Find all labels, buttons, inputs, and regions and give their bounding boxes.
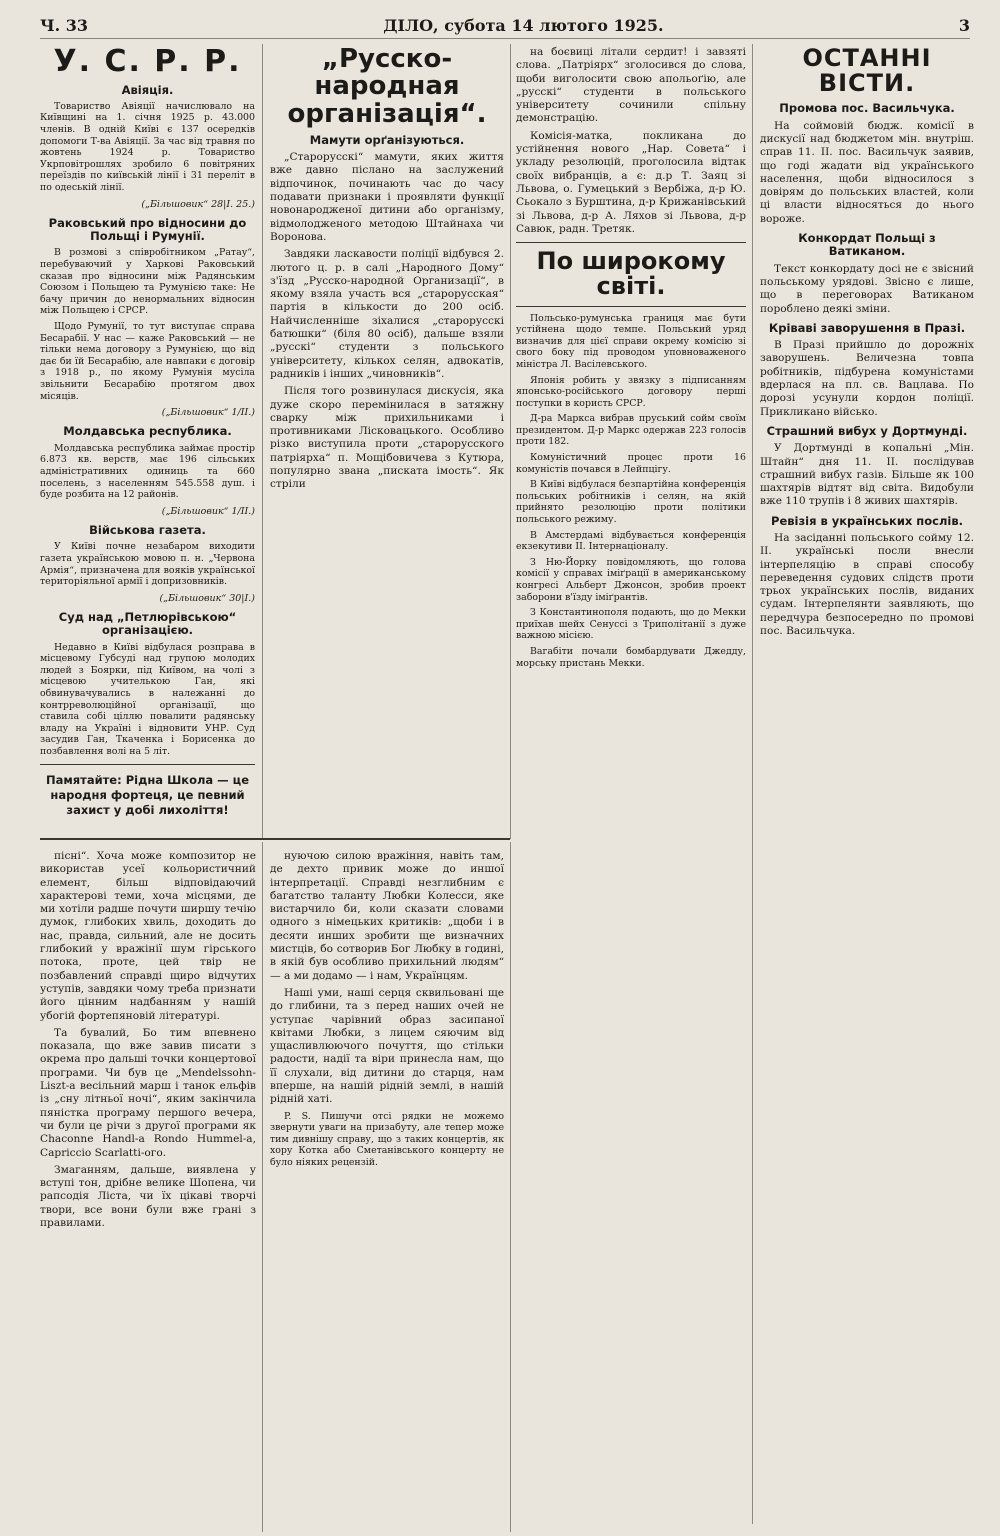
- article-paragraph: „Старорусскі“ мамути, яких життя вже давно післано на заслужений відпочинок, починають час до часу подавати признаки і проявляти функції новонародженої дитини або організму, відмолодженого методою Штайнаха чи Воронова.: [270, 151, 504, 243]
- section-rule: [516, 306, 746, 307]
- news-item: Польсько-румунська границя має бути устійнена щодо темпе. Польський уряд визначив для цієї справи окрему комісію зі свого боку під проводом уповноваженого міністра Л. Васілевського.: [516, 312, 746, 370]
- column-russko-narodnaya: [270, 46, 504, 831]
- article-paragraph: на боєвиці літали сердит! і завзяті слова. „Патріярх“ зголосився до слова, щоби виголосити свою апольоґію, але „русскі“ студенти в польського університету сочинили спільну демонстрацію.: [516, 46, 746, 125]
- masthead: [40, 12, 970, 39]
- column-divider: [752, 44, 753, 1524]
- page-number: 3: [958, 15, 970, 35]
- section-rule: [40, 764, 255, 765]
- news-item: З Ню-Йорку повідомляють, що голова комісії у справах іміґрації в американському конгресі Альберт Джонсон, зробив проект заборони в'їзду іміґрантів.: [516, 556, 746, 603]
- article-rakovsky-1: В розмові з співробітником „Ратау“, перебуваючий у Харкові Раковський сказав про відносини між Радянським Союзом і Польщею та Румунією таке: Не бачу причин до ненормальних відносин між Польщею і СРСР.: [40, 247, 255, 317]
- source-note: („Більшовик“ 1/II.): [161, 407, 255, 419]
- article-paragraph: Комісія-матка, покликана до устійнення нового „Нар. Совета“ і укладу резолюцій, проголосила відтак своїх вибранців, а є: д.р Т. Заяц зі Львова, о. Гумецький з Вербіжа, д-р Ю. Сьокало з Бурштина, д-р Крижанівський зі Львова, д-р А. Ляхов зі Львова, д-р Савюк, радн. Третяк.: [516, 129, 746, 235]
- article-rakovsky-2: Щодо Румунії, то тут виступає справа Бесарабії. У нас — каже Раковський — не тільки нема договору з Румунією, що від дає би їй Бесарабію, але навпаки є договір з 1918 р., по якому Румунія мусіла звільнити Бесарабію протягом двох місяців.: [40, 321, 255, 402]
- section-rule: [516, 242, 746, 243]
- source-note: („Більшовик“ 28|І. 25.): [141, 198, 255, 210]
- heading-latest-news: ОСТАННІ ВІСТИ.: [802, 46, 932, 98]
- article-paragraph: На соймовій бюдж. комісії в дискусії над бюджетом мін. внутріш. справ 11. II. пос. Васильчук заявив, що годі жадати від українського населення, щоби відносилося з довірям до польських властей, коли ці власти відносяться до нього вороже.: [760, 119, 974, 225]
- article-paragraph: Наші уми, наші серця сквильовані ще до глибини, та з перед наших очей не уступає чарівний образ засипаної квітами Любки, з лицем сяючим від ущасливлюючого почуття, що стільки радости, надії та віри принесла нам, що її слухали, від дитини до старця, нам вперше, на нашій рідній землі, в нашій рідній хаті.: [270, 986, 504, 1106]
- subheading-rakovsky: Раковський про відносини до Польщі і Румунії.: [48, 215, 247, 244]
- source-note: („Більшовик“ 30|І.): [159, 592, 255, 604]
- concert-review-left: [40, 850, 256, 1525]
- article-paragraph: нуючою силою вражіння, навіть там, де дехто привик може до иншої інтерпретації. Справді незглибним є багатство таланту Любки Колесси, яке вистарчило би, коли сказати словами одного з німецьких критиків: „щоби і в десяти инших зробити ще визначних мистців, бо сотворив Бог Любку в годині, в якій був особливо прихильний людям“ — а ми додамо — і нам, Українцям.: [270, 850, 504, 982]
- article-paragraph: Завдяки ласкавости поліції відбувся 2. лютого ц. р. в салі „Народного Дому“ з'їзд „Русско-народной Организації“, в якому взяла участь вся „старорусская“ партія в кількости до 200 осіб. Найчисленніше зіхалися „старорусскі батюшки“ (біля 80 осіб), дальше взяли „русскі“ студенти з польського університету, кількох селян, адвокатів, радників і інших „чиновників“.: [270, 248, 504, 380]
- subheading-concordat: Конкордат Польщі з Ватиканом.: [798, 231, 936, 259]
- subheading-prague: Кріваві заворушення в Празі.: [768, 320, 966, 335]
- subheading-dortmund: Страшний вибух у Дортмунді.: [766, 423, 968, 438]
- article-paragraph: Та бувалий, Бо тим впевнено показала, що вже завив писати з окрема про дальші точки концертової програми. Чи був це „Mendelssohn-Liszt-а весільний марш і танок ельфів із „сну літньої ночі“, яким закінчила пяністка програму першого вечера, чи були це річи з другої програми як Chaconne Handl-a Rondo Hummel-a, Capriccio Scarlatti-ого.: [40, 1026, 256, 1159]
- subheading-revision: Ревізія в українських послів.: [771, 513, 963, 528]
- column-ussr: [40, 46, 255, 831]
- article-paragraph: У Дортмунді в копальні „Мін. Штайн“ дня 11. II. послідував страшний вибух газів. Більше як 100 шахтярів відтят від світа. Видобули вже 110 трупів і 8 живих шахтярів.: [760, 442, 974, 508]
- column-world-news: [516, 46, 746, 1526]
- issue-number: Ч. 33: [40, 15, 89, 35]
- article-postscript: P. S. Пишучи отсі рядки не можемо звернути уваги на призабуту, але тепер може тим дивнішу справу, що з таких концертів, як хору Котка або Сметанівського концерту не було ніяких рецензій.: [270, 1110, 504, 1169]
- column-divider: [510, 44, 511, 839]
- article-military-paper: У Київі почне незабаром виходити газета українською мовою п. н. „Червона Армія“, призначена для вояків української територіяльної армії і допризовників.: [40, 541, 255, 588]
- column-latest-news: [760, 46, 974, 1526]
- column-divider: [510, 842, 511, 1532]
- article-aviation: Товариство Авіяції начислювало на Київщині на 1. січня 1925 р. 43.000 членів. В одній Київі є 137 осередків допомоги Т-ва Авіяції. За час від травня по жовтень 1924 р. Товариство Укрповітрошлях зробило 6 повітряних переїздів по київській лінії і 31 переліт в по одеській лінії.: [40, 100, 255, 193]
- news-item: Д-ра Маркса вибрав пруський сойм своїм президентом. Д-р Маркс одержав 223 голосів проти 182.: [516, 413, 746, 448]
- news-item: В Київі відбулася безпартійна конференція польських робітників і селян, на якій прийнято резолюцію проти політики польського режиму.: [516, 479, 746, 526]
- article-paragraph: В Празі прийшло до дорожніх заворушень. Величезна товпа робітників, підбурена комуністами вдерлася на пл. св. Вацлава. По дорозі усунули кордон поліції. Прикликано військо.: [760, 339, 974, 418]
- article-paragraph: Після того розвинулася дискусія, яка дуже скоро перемінилася в затяжну сварку між прихильниками і противниками Лісковацького. Особливо різко виступила проти „старорусского патріярха“ п. Мощібовичева з Кутюра, популярно звана „пискатa імость“. Як стріли: [270, 385, 504, 491]
- article-paragraph: Змаганням, дальше, виявлена у вступі тон, дрібне велике Шопена, чи рапсодія Ліста, чи їх цікаві творчі твори, все вони були вже грані з правилами.: [40, 1163, 256, 1230]
- subheading-vasylchuk: Промова пос. Васильчука.: [779, 101, 955, 116]
- heading-russko-narodnaya: „Русско-народная організація“.: [287, 46, 487, 129]
- news-item: Вагабіти почали бомбардувати Джедду, морську пристань Мекки.: [516, 645, 746, 669]
- subheading-aviation: Авіяція.: [121, 82, 174, 97]
- news-item: Комуністичний процес проти 16 комуністів почався в Лейпцігу.: [516, 452, 746, 475]
- concert-review-middle: [270, 850, 504, 1525]
- subheading-mammoths: Мамути орґанізуються.: [309, 132, 465, 147]
- paper-date-line: ДІЛО, субота 14 лютого 1925.: [383, 15, 664, 35]
- subheading-moldavia: Молдавська республика.: [63, 424, 232, 439]
- heading-ussr: У. С. Р. Р.: [53, 46, 242, 79]
- subheading-military-paper: Військова газета.: [89, 523, 206, 538]
- source-note: („Більшовик“ 1/II.): [161, 505, 255, 517]
- section-rule: [40, 838, 510, 840]
- news-item: З Константинополя подають, що до Мекки приїхав шейх Сенуссі з Триполітанії з дуже важною місією.: [516, 607, 746, 642]
- ridna-shkola-notice: Памятайте: Рідна Школа — це народня фортеця, це певний захист у добі лихоліття!: [45, 772, 249, 817]
- news-item: В Амстердамі відбувається конференція екзекутиви II. Інтернаціоналу.: [516, 529, 746, 553]
- article-trial: Недавно в Київі відбулася розправа в місцевому Губсуді над групою молодих людей з Боярки, під Київом, на чолі з місцевою учителькою Ган, які обвинувачувались в належанні до контрреволюційної організації, що ставила собі ціллю повалити радянську владу на Україні і відновити УНР. Суд засудив Ган, Ткаченка і Борисенка до позбавлення волі на 5 літ.: [40, 641, 255, 757]
- article-paragraph: пісні“. Хоча може композитор не використав усеї кольористичний елемент, більш відповідаючий характеровi теми, хоча місцями, де ми хотіли радше почути ширшу течію думок, глибоких хвиль, доходить до нас, правда, сильний, але не досить глибокий у вражінії шум гірського потока, проте, цей твір не позбавлений справді щиро відчутих уступів, завдяки чому треба признати його цінним надбанням у нашій убогій фортепяновій літературі.: [40, 850, 256, 1022]
- subheading-trial: Суд над „Петлюрівською“ організацією.: [58, 609, 237, 638]
- article-paragraph: На засіданні польського сойму 12. II. українські посли внесли інтерпеляцію в справі способу переведення судових слідств проти трьох українських послів, виданих судам. Інтерпелянти заявляють, що передчура безпосередно по промові пос. Васильчука.: [760, 531, 974, 638]
- news-item: Японія робить у звязку з підписанням японсько-російського договору перші поступки в користь СРСР.: [516, 374, 746, 409]
- article-paragraph: Текст конкордату досі не є звісний польському урядові. Звісно є лише, що в переговорах Ватиканом пороблено деякі зміни.: [760, 262, 974, 315]
- column-divider: [262, 842, 263, 1532]
- article-moldavia: Молдавська республика займає простір 6.873 кв. верств, має 196 сільських адміністративних одиниць та 660 поселень, з населенням 545.558 душ. і буде розбита на 12 районів.: [40, 442, 255, 501]
- heading-world-news: По широкому світі.: [536, 247, 726, 301]
- column-divider: [262, 44, 263, 839]
